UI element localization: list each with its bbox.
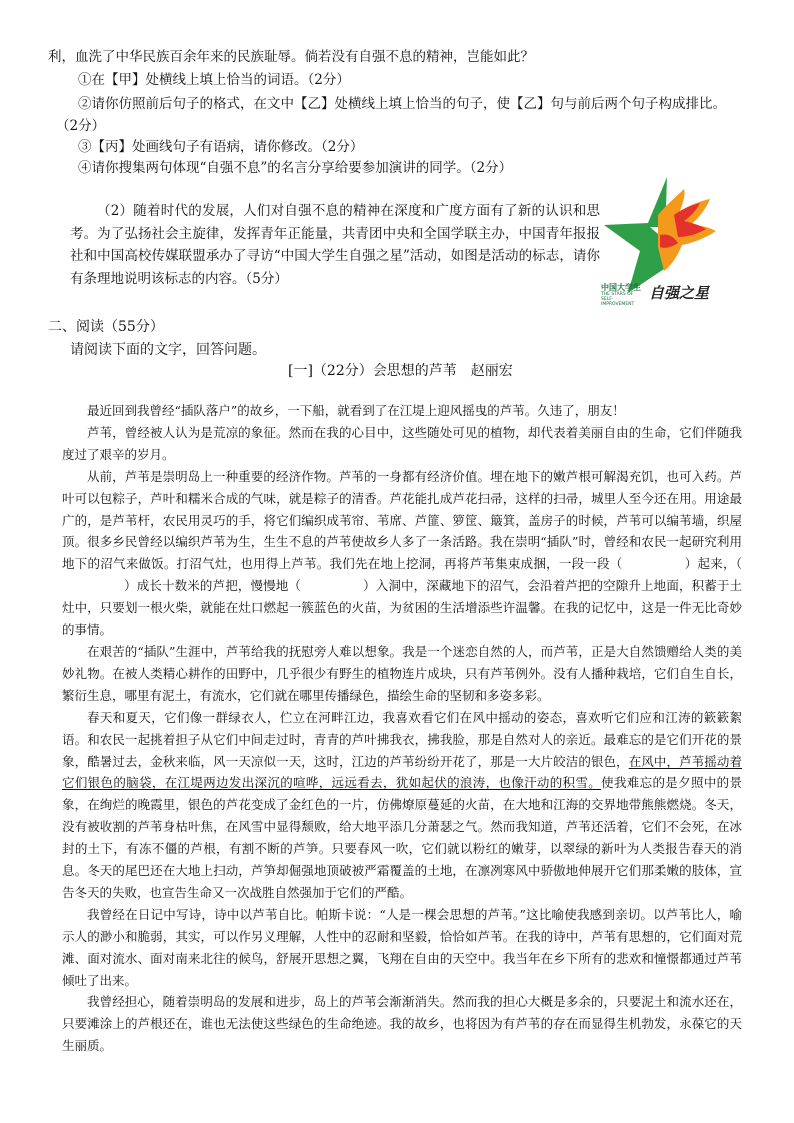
paragraph-3-d: ）入洞中，深藏地下的沼气，会沿着芦把的空隙升上地面，积蓄于土灶中，只要划一根火柴，就能在灶口燃起一簇蓝色的火苗，为贫困的生活增添些许温馨。在我的记忆中，这是一件无比奇妙的事情。 — [62, 578, 742, 638]
paragraph-2: 芦苇，曾经被人认为是荒凉的象征。然而在我的心目中，这些随处可见的植物，却代表着美丽自由的生命，它们伴随我度过了艰辛的岁月。 — [62, 424, 742, 462]
paragraph-6: 我曾经在日记中写诗，诗中以芦苇自比。帕斯卡说：“人是一棵会思想的芦苇。”这比喻使我感到亲切。以芦苇比人，喻示人的渺小和脆弱，其实，可以作另义理解，人性中的忍耐和坚毅，恰恰如芦苇。在我的诗中，芦苇有思想的，它们面对荒滩、面对流水、面对南来北往的候鸟，舒展开思想之翼，飞翔在自由的天空中。我当年在乡下所有的悲欢和憧憬都通过芦苇倾吐了出来。 — [62, 906, 742, 988]
logo-cn-label: 中国大学生 — [601, 283, 641, 292]
section-title: 二、阅读（55分） — [48, 319, 164, 335]
paragraph-5 — [62, 707, 742, 904]
question-2-points: （2分） — [56, 118, 106, 134]
part-title: [一]（22分）会思想的芦苇 赵丽宏 — [288, 363, 513, 379]
text-line-1: 利，血洗了中华民族百余年来的民族耻辱。倘若没有自强不息的精神，岂能如此？ — [48, 49, 534, 65]
paragraph-3-c: ）成长十数米的芦把，慢慢地（ — [124, 578, 301, 594]
section-instruction: 请阅读下面的文字，回答问题。 — [70, 342, 266, 358]
paragraph-1: 最近回到我曾经“插队落户”的故乡，一下船，就看到了在江堤上迎风摇曳的芦苇。久违了，朋友！ — [87, 403, 625, 418]
question-2-block — [70, 200, 600, 290]
paragraph-3 — [62, 466, 742, 641]
paragraph-5-b: 使我难忘的是夕照中的景象，在绚烂的晚霞里，银色的芦花变成了金红色的一片，仿佛燎原蔓延的火苗，在大地和江海的交界地带熊熊燃烧。冬天，没有被收割的芦苇身枯叶焦，在风雪中显得颓败，给大地平添几分萧瑟之气。然而我知道，芦苇还活着，它们不会死，在冰封的土下，有冻不僵的芦根，有割不断的芦笋。只要春风一吹，它们就以粉红的嫩芽，以翠绿的新叶为人类报告春天的消息。冬天的尾巴还在大地上扫动，芦笋却倔强地顶破被严霜覆盖的土地，在凛冽寒风中骄傲地伸展开它们那柔嫩的肢体，宣告冬天的失败，也宣告生命又一次战胜自然强加于它们的严酷。 — [62, 775, 742, 900]
question-1: ①在【甲】处横线上填上恰当的词语。（2分） — [78, 72, 350, 88]
paragraph-5-a: 春天和夏天，它们像一群绿衣人，伫立在河畔江边，我喜欢看它们在风中摇动的姿态，喜欢听它们应和江涛的簌簌絮语。和农民一起挑着担子从它们中间走过时，青青的芦叶拂我衣，拂我脸，那是自然对人的亲近。最难忘的是它们开花的景象，酷暑过去，金秋来临，风一天凉似一天，这时，江边的芦苇纷纷开花了，那是一大片皎洁的银色， — [62, 709, 742, 769]
logo-en-label: THE STARS OF SELF-IMPROVEMENT — [601, 292, 635, 307]
underlined-sentence: 在风中，芦苇摇动着它们银色的脑袋，在江堤两边发出深沉的喧哗，远远看去，犹如起伏的浪涛，也像汗动的积雪。 — [62, 753, 742, 791]
logo-caption — [601, 282, 719, 306]
logo-art-text: 自强之星 — [649, 284, 710, 302]
paragraph-7: 我曾经担心，随着崇明岛的发展和进步，岛上的芦苇会渐渐消失。然而我的担心大概是多余的，只要泥土和流水还在，只要滩涂上的芦根还在，谁也无法使这些绿色的生命绝迹。我的故乡，也将因为有芦苇的存在而显得生机勃发，永葆它的天生丽质。 — [62, 994, 742, 1054]
question-3: ③【丙】处画线句子有语病，请你修改。（2分） — [78, 139, 364, 155]
question-4: ④请你搜集两句体现“自强不息”的名言分享给要参加演讲的同学。（2分） — [78, 160, 513, 176]
paragraph-4: 在艰苦的“插队”生涯中，芦苇给我的抚慰旁人难以想象。我是一个迷恋自然的人，而芦苇，正是大自然馈赠给人类的美妙礼物。在被人类精心耕作的田野中，几乎很少有野生的植物连片成块，只有芦苇例外。没有人播种栽培，它们自生自长，繁衍生息，哪里有泥土，有流水，它们就在哪里传播绿色，描绘生命的坚韧和多姿多彩。 — [62, 643, 742, 703]
question-2: ②请你仿照前后句子的格式，在文中【乙】处横线上填上恰当的句子，使【乙】句与前后两个句子构成排比。 — [78, 96, 726, 112]
paragraph-3-a: 从前，芦苇是崇明岛上一种重要的经济作物。芦苇的一身都有经济价值。埋在地下的嫩芦根可解渴充饥，也可入药。芦叶可以包粽子，芦叶和糯米合成的气味，就是粽子的清香。芦花能扎成芦花扫帚，这样的扫帚，城里人至今还在用。用途最广的，是芦苇杆，农民用灵巧的手，将它们编织成苇帘、苇席、芦篚、箩筐、簸箕，盖房子的时候，芦苇可以编苇墙，织屋顶。很多乡民曾经以编织芦苇为生，生生不息的芦苇使故乡人多了一条活路。我在崇明“插队”时，曾经和农民一起研究利用地下的沼气来做饭。打沼气灶，也用得上芦苇。我们先在地上挖洞，再将芦苇集束成捆，一段一段（ — [62, 468, 742, 572]
passage — [62, 400, 742, 1057]
question-2-text: （2）随着时代的发展，人们对自强不息的精神在深度和广度方面有了新的认识和思考。为了弘扬社会主旋律，发挥青年正能量，共青团中央和全国学联主办，中国青年报报社和中国高校传媒联盟承办了寻访“中国大学生自强之星”活动，如图是活动的标志，请你有条理地说明该标志的内容。（5分） — [70, 203, 600, 287]
paragraph-3-b: ）起来，（ — [684, 556, 742, 572]
